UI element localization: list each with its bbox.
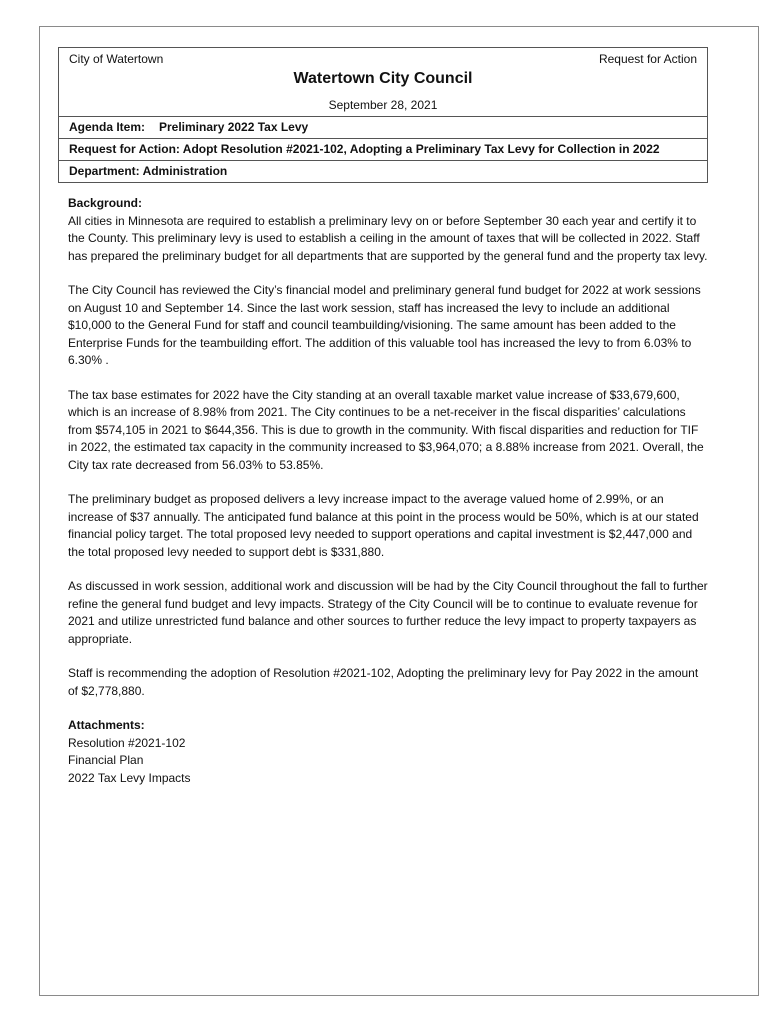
attachment-item: 2022 Tax Levy Impacts <box>68 770 191 785</box>
agenda-item-value: Preliminary 2022 Tax Levy <box>159 120 309 134</box>
paragraph-tax-base: The tax base estimates for 2022 have the City standing at an overall taxable market value increase of $33,679,600, which is an increase of 8.98% from 2021. The City continues to be a net-receiver in the fiscal disparities’ calculations from $574,105 in 2021 to $644,356. This is due to growth in the community. With fiscal disparities and reduction for TIF in 2022, the estimated tax capacity in the community increased to $3,964,070; a 8.88% increase from 2021. Overall, the City tax rate decreased from 56.03% to 53.85%. <box>68 387 704 472</box>
document-title: Watertown City Council <box>293 70 473 87</box>
attachment-item: Financial Plan <box>68 753 144 767</box>
attachments-list <box>68 735 708 788</box>
document-body <box>68 195 708 787</box>
request-type: Request for Action <box>598 52 697 66</box>
paragraph-recommendation: Staff is recommending the adoption of Resolution #2021-102, Adopting the preliminary levy for Pay 2022 in the amount of $2,778,880. <box>68 666 699 698</box>
background-heading: Background: <box>68 196 143 210</box>
paragraph-levy-requirement: All cities in Minnesota are required to establish a preliminary levy on or before September 30 each year and certify it to the County. This preliminary levy is used to establish a ceiling in the amount of taxes that will be collected in 2022. Staff has prepared the preliminary budget for all departments that are supported by the general fund and the property tax levy. <box>68 213 708 263</box>
paragraph-financial-model: The City Council has reviewed the City’s financial model and preliminary general fund budget for 2022 at work sessions on August 10 and September 14. Since the last work session, staff has increased the levy to include an additional $10,000 to the General Fund for staff and council teambuilding/visioning. The same amount has been added to the Enterprise Funds for the teambuilding effort. The addition of this valuable tool has increased the levy to from 6.03% to 6.30% . <box>68 283 701 367</box>
request-for-action-row: Request for Action: Adopt Resolution #2021-102, Adopting a Preliminary Tax Levy for Collection in 2022 <box>59 139 707 161</box>
agenda-item-label: Agenda Item: <box>69 120 146 134</box>
header-title-block <box>59 48 707 117</box>
meeting-date: September 28, 2021 <box>328 98 438 112</box>
attachments-heading: Attachments: <box>68 718 145 732</box>
paragraph-work-session: As discussed in work session, additional work and discussion will be had by the City Council throughout the fall to further refine the general fund budget and levy impacts. Strategy of the City Council will be to continue to evaluate revenue for 2021 and utilize unrestricted fund balance and other sources to further reduce the levy impact to property taxpayers as appropriate. <box>68 579 708 646</box>
attachment-item: Resolution #2021-102 <box>68 735 186 750</box>
header-table <box>58 47 708 183</box>
city-name: City of Watertown <box>69 52 164 66</box>
department-row: Department: Administration <box>69 164 228 178</box>
agenda-item-row <box>59 117 707 139</box>
document-page <box>39 26 759 996</box>
paragraph-budget-impact: The preliminary budget as proposed delivers a levy increase impact to the average valued home of 2.99%, or an increase of $37 annually. The anticipated fund balance at this point in the process would be 50%, which is at our stated financial policy target. The total proposed levy needed to support operations and capital investment is $2,447,000 and the total proposed levy needed to support debt is $331,880. <box>68 492 699 559</box>
